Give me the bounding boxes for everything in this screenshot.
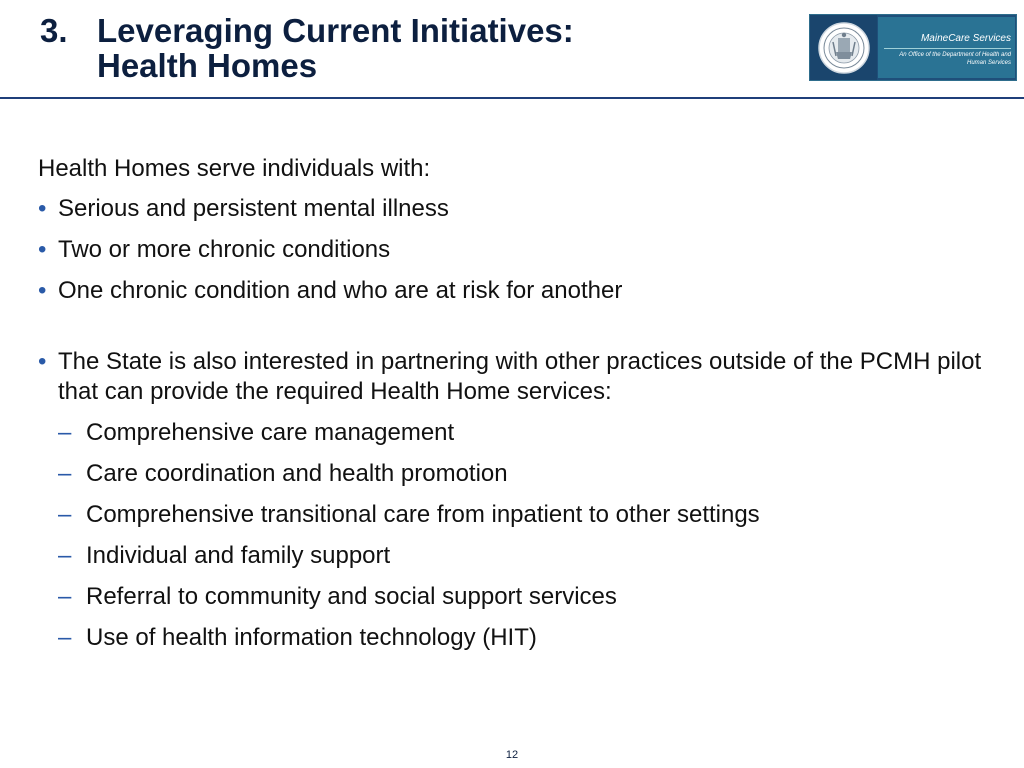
dash-mark: – bbox=[58, 460, 72, 487]
service-item bbox=[38, 459, 988, 489]
page-number: 12 bbox=[505, 749, 519, 761]
logo-subtitle: An Office of the Department of Health and Human Services bbox=[899, 52, 1011, 66]
bullet-mark: • bbox=[38, 195, 47, 222]
dash-mark: – bbox=[58, 624, 72, 651]
service-text: Referral to community and social support services bbox=[86, 583, 617, 610]
title-line-1: Leveraging Current Initiatives: bbox=[97, 12, 574, 49]
service-item bbox=[38, 541, 988, 571]
dash-mark: – bbox=[58, 501, 72, 528]
service-item bbox=[38, 582, 988, 612]
intro-text: Health Homes serve individuals with: bbox=[38, 155, 431, 182]
bullet-text: Two or more chronic conditions bbox=[58, 236, 391, 263]
service-item bbox=[38, 500, 988, 530]
service-item bbox=[38, 418, 988, 448]
logo-text-panel bbox=[878, 17, 1015, 78]
bullet-text: The State is also interested in partnering with other practices outside of the PCMH pilot that can provide the required Health Home services: bbox=[58, 348, 982, 405]
service-text: Comprehensive transitional care from inpatient to other settings bbox=[86, 501, 760, 528]
bullet-text: Serious and persistent mental illness bbox=[58, 195, 449, 222]
service-text: Use of health information technology (HIT) bbox=[86, 624, 537, 651]
bullet-mark: • bbox=[38, 348, 47, 375]
bullet-text: One chronic condition and who are at risk for another bbox=[58, 277, 623, 304]
title-line-2: Health Homes bbox=[97, 47, 318, 84]
service-item bbox=[38, 623, 988, 653]
service-text: Individual and family support bbox=[86, 542, 391, 569]
mainecare-logo bbox=[809, 14, 1017, 81]
dash-mark: – bbox=[58, 419, 72, 446]
bullet-mark: • bbox=[38, 236, 47, 263]
slide-title bbox=[40, 13, 574, 83]
logo-divider bbox=[884, 48, 1011, 49]
dash-mark: – bbox=[58, 542, 72, 569]
state-seal-icon bbox=[810, 15, 877, 80]
bullet-mark: • bbox=[38, 277, 47, 304]
logo-brand-name: MaineCare Services bbox=[920, 33, 1011, 44]
service-text: Comprehensive care management bbox=[86, 419, 455, 446]
bullet-item bbox=[38, 235, 988, 265]
bullet-item bbox=[38, 276, 988, 306]
dash-mark: – bbox=[58, 583, 72, 610]
spacer bbox=[38, 317, 988, 347]
slide-body bbox=[38, 150, 988, 664]
bullet-item-partner bbox=[38, 347, 988, 407]
service-text: Care coordination and health promotion bbox=[86, 460, 508, 487]
title-divider bbox=[0, 97, 1024, 99]
title-number: 3. bbox=[40, 12, 68, 49]
bullet-item bbox=[38, 194, 988, 224]
